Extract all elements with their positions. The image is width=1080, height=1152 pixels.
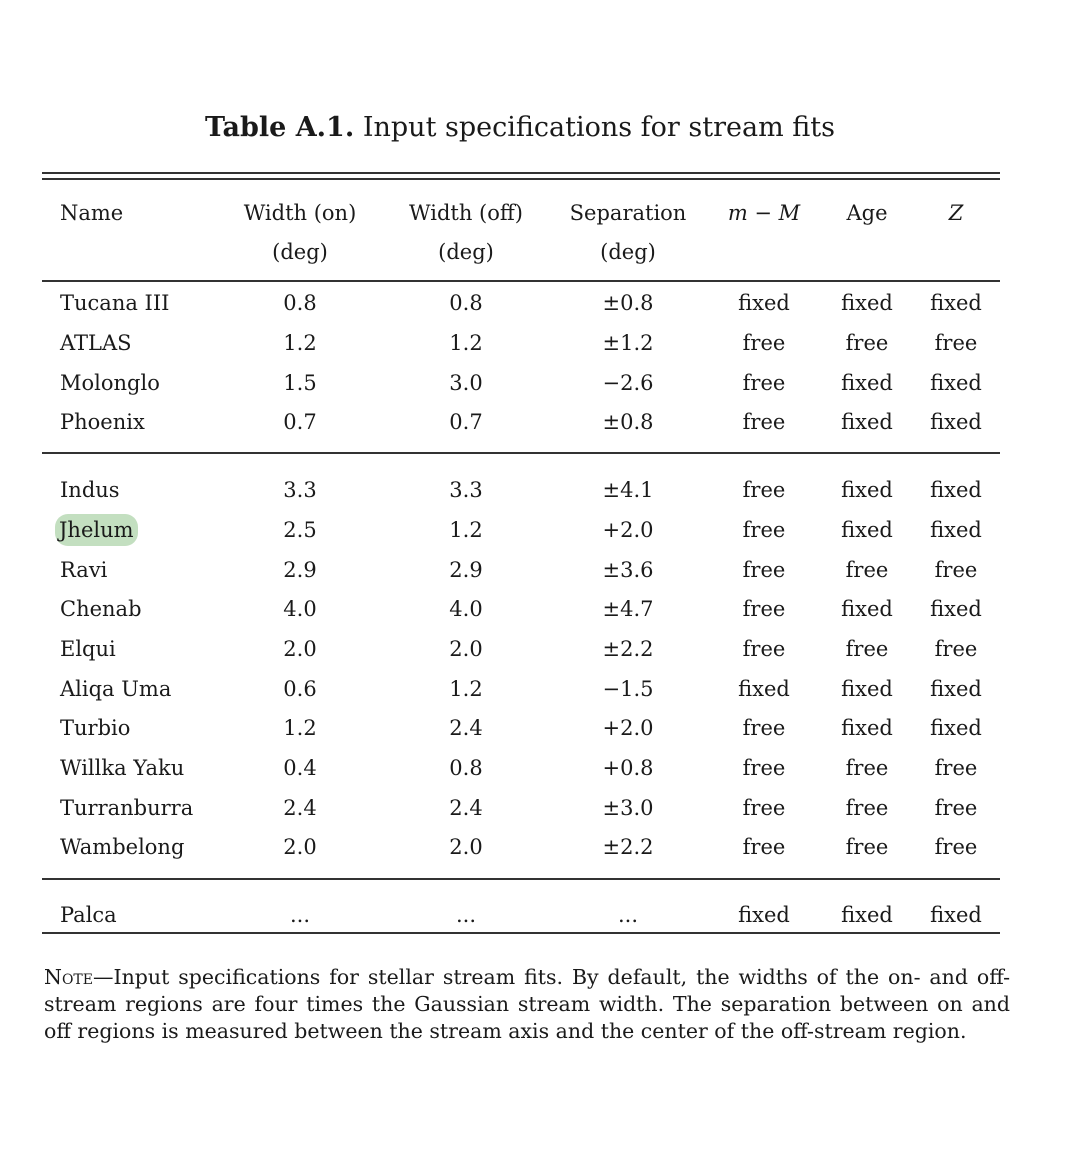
cell-width_on: 1.5 [283,371,317,395]
table-note [44,964,1010,1045]
note-text: Input specifications for stellar stream fits. By default, the widths of the on- and off-stream regions are four times the Gaussian stream width. The separation between on and off regions is measured between the stream axis and the center of the off-stream region. [44,965,1010,1043]
cell-dm: free [742,637,786,661]
cell-separation: ±2.2 [602,637,654,661]
cell-width_off: 1.2 [449,677,483,701]
table-rule-4 [42,932,1000,934]
cell-z: free [934,756,978,780]
cell-width_on: 1.2 [283,331,317,355]
cell-dm: fixed [738,677,790,701]
cell-dm: fixed [738,291,790,315]
cell-width_off: 1.2 [449,518,483,542]
cell-name: ATLAS [60,331,132,355]
cell-width_off: 2.4 [449,796,483,820]
cell-dm: free [742,371,786,395]
cell-age: fixed [841,903,893,927]
cell-width_off: 3.3 [449,478,483,502]
cell-width_off: 0.7 [449,410,483,434]
header-width_off-line1: Width (off) [409,201,523,225]
cell-width_off: 2.0 [449,835,483,859]
cell-age: fixed [841,518,893,542]
cell-width_off: ... [455,903,477,927]
header-width_off-line2: (deg) [438,240,494,264]
header-width_on-line1: Width (on) [243,201,357,225]
cell-separation: ... [617,903,639,927]
cell-dm: free [742,796,786,820]
table-title: Input specifications for stream fits [362,112,836,143]
cell-width_off: 2.9 [449,558,483,582]
cell-width_on: 4.0 [283,597,317,621]
cell-width_on: 0.8 [283,291,317,315]
cell-width_off: 2.0 [449,637,483,661]
cell-separation: ±3.0 [602,796,654,820]
cell-z: fixed [930,410,982,434]
note-label: Note [44,965,93,989]
cell-z: fixed [930,716,982,740]
cell-z: fixed [930,478,982,502]
cell-dm: free [742,558,786,582]
cell-name [60,520,138,541]
cell-width_off: 1.2 [449,331,483,355]
note-dash: — [92,965,114,989]
cell-dm: free [742,410,786,434]
cell-separation: ±4.1 [602,478,654,502]
highlighted-name: Jhelum [55,514,138,546]
cell-separation: ±0.8 [602,410,654,434]
cell-dm: free [742,478,786,502]
cell-age: fixed [841,478,893,502]
cell-name: Turbio [60,716,131,740]
cell-dm: free [742,597,786,621]
cell-age: free [845,558,889,582]
cell-width_on: 0.6 [283,677,317,701]
table-rule-2 [42,452,1000,454]
cell-separation: ±0.8 [602,291,654,315]
cell-dm: free [742,756,786,780]
cell-z: free [934,835,978,859]
cell-age: free [845,796,889,820]
cell-width_on: 2.4 [283,796,317,820]
cell-separation: +0.8 [602,756,654,780]
cell-dm: fixed [738,903,790,927]
cell-name: Palca [60,903,117,927]
header-dm-line1: m − M [727,201,801,225]
header-width_on-line2: (deg) [272,240,328,264]
cell-z: free [934,331,978,355]
cell-separation: ±1.2 [602,331,654,355]
header-separation-line1: Separation [569,201,687,225]
cell-age: fixed [841,677,893,701]
cell-z: fixed [930,518,982,542]
cell-age: fixed [841,371,893,395]
cell-dm: free [742,518,786,542]
cell-separation: +2.0 [602,716,654,740]
cell-dm: free [742,716,786,740]
cell-age: free [845,637,889,661]
cell-width_on: ... [289,903,311,927]
header-age-line1: Age [846,201,888,225]
cell-width_off: 4.0 [449,597,483,621]
header-name-line1: Name [60,201,124,225]
cell-separation: −2.6 [602,371,654,395]
cell-name: Chenab [60,597,142,621]
cell-width_on: 2.0 [283,637,317,661]
cell-width_on: 2.5 [283,518,317,542]
cell-z: fixed [930,677,982,701]
table-rule-1 [42,280,1000,282]
cell-age: free [845,756,889,780]
cell-name: Wambelong [60,835,185,859]
cell-age: fixed [841,597,893,621]
cell-dm: free [742,331,786,355]
cell-width_on: 0.4 [283,756,317,780]
cell-width_on: 3.3 [283,478,317,502]
cell-separation: −1.5 [602,677,654,701]
table-caption [0,112,1040,143]
top-rule [42,172,1000,174]
cell-z: fixed [930,291,982,315]
cell-z: fixed [930,597,982,621]
cell-separation: ±4.7 [602,597,654,621]
cell-name: Willka Yaku [60,756,185,780]
cell-separation: ±2.2 [602,835,654,859]
cell-name: Turranburra [60,796,194,820]
cell-name: Ravi [60,558,108,582]
top-rule-second [42,178,1000,180]
cell-width_on: 1.2 [283,716,317,740]
cell-z: fixed [930,371,982,395]
cell-width_on: 2.0 [283,835,317,859]
cell-width_on: 0.7 [283,410,317,434]
cell-width_off: 0.8 [449,291,483,315]
cell-z: free [934,558,978,582]
header-z-line1: Z [948,201,964,225]
cell-name: Phoenix [60,410,145,434]
cell-age: fixed [841,716,893,740]
table-label: Table A.1. [204,112,355,143]
cell-name: Indus [60,478,120,502]
cell-width_off: 3.0 [449,371,483,395]
cell-z: fixed [930,903,982,927]
cell-width_off: 2.4 [449,716,483,740]
cell-name: Aliqa Uma [60,677,172,701]
cell-separation: ±3.6 [602,558,654,582]
cell-width_on: 2.9 [283,558,317,582]
cell-age: fixed [841,291,893,315]
cell-name: Elqui [60,637,116,661]
table-rule-3 [42,878,1000,880]
cell-width_off: 0.8 [449,756,483,780]
cell-name: Tucana III [60,291,170,315]
cell-z: free [934,796,978,820]
cell-age: fixed [841,410,893,434]
cell-separation: +2.0 [602,518,654,542]
cell-age: free [845,331,889,355]
cell-dm: free [742,835,786,859]
cell-z: free [934,637,978,661]
cell-age: free [845,835,889,859]
header-separation-line2: (deg) [600,240,656,264]
cell-name: Molonglo [60,371,160,395]
